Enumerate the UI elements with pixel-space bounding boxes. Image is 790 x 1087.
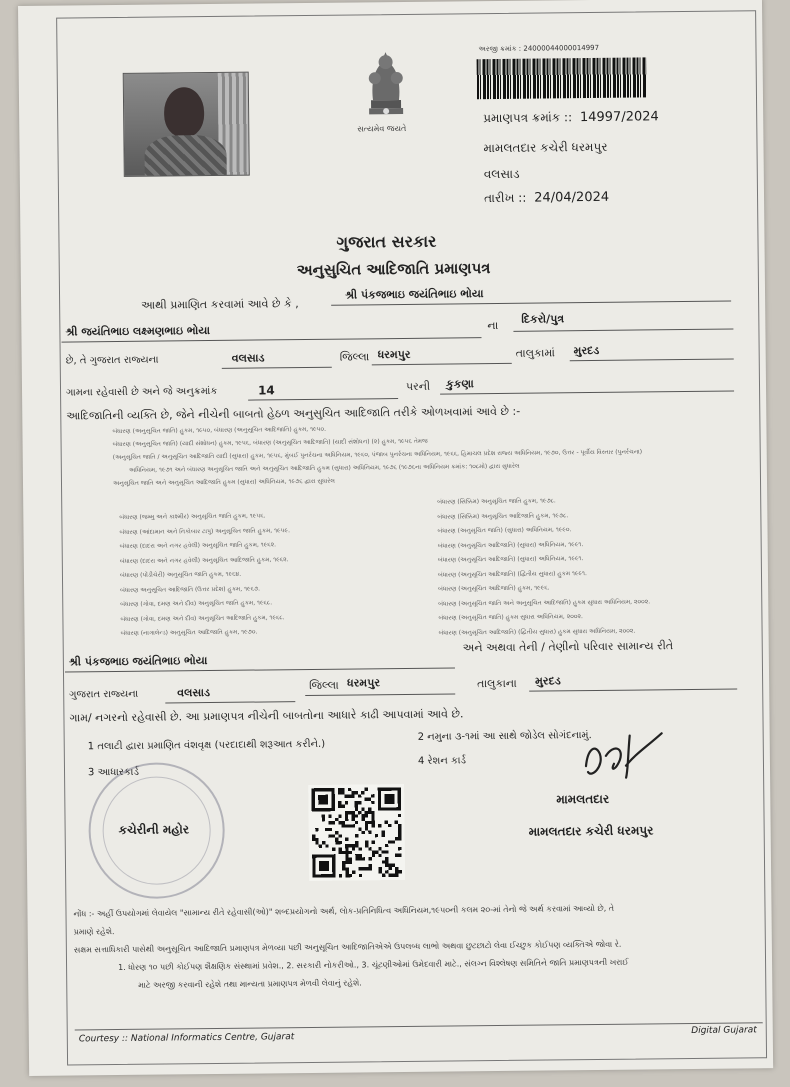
legal-item: બંધારણ (અનુસૂચિત આદિજાતિ) (સુધારા) અધિનિયમ, ૧૯૯૧. [437,540,584,550]
barcode [477,57,647,99]
legal-item: બંધારણ (દાદરા અને નગર હવેલી) અનુસૂચિત જાતિ હુકમ, ૧૯૬૨. [119,541,277,550]
basis-item-1: 1 તલાટી દ્વારા પ્રમાણિત વંશવૃક્ષ (પરદાદાથી શરૂઆત કરીને.) [87,738,326,753]
legal-item: બંધારણ (સિક્કિમ) અનુસૂચિત જાતિ હુકમ, ૧૯૭૮. [437,497,556,506]
signature-mark [566,725,687,796]
legal-item: બંધારણ (અનુસૂચિત આદિજાતિ) (સુધારા) અધિનિયમ, ૧૯૯૧. [437,555,584,564]
district-name: વલસાડ [483,166,520,182]
legal-item: બંધારણ (ગોવા, દમણ અને દીવ) અનુસૂચિત આદિજાતિ હુકમ, ૧૯૬૮. [120,613,285,623]
legal-item: બંધારણ (અનુસૂચિત જાતિ) (સુધારા) અધિનિયમ, ૧૯૯૦. [437,526,572,535]
gaam-prefix: ગામના રહેવાસી છે અને જે અનુક્રમાંક [65,385,218,399]
legal-item: બંધારણ (ગોવા, દમણ અને દીવ) અનુસૂચિત જાતિ હુકમ, ૧૯૬૮. [120,599,273,608]
legal-item: બંધારણ (અનુસૂચિત આદિજાતિ) (દ્વિતીય સુધારા) હુકમ ૧૯૯૧. [437,569,587,579]
legal-list-left [119,509,291,641]
signatory-office: મામલતદાર કચેરી ધરમપુર [528,823,654,839]
legal-item: બંધારણ (દાદરા અને નગર હવેલી) અનુસૂચિત આદિજાતિ હુકમ, ૧૯૬૨. [119,555,289,565]
office-name: મામલતદાર કચેરી ધરમપુર [483,139,608,156]
residence-jilla-label: જિલ્લા [309,678,339,692]
basis-item-4: 4 રેશન કાર્ડ [417,755,467,767]
applicant-name: શ્રી પંકજભાઇ જયંતિભાઇ ભોયા [344,287,484,302]
note-line: સક્ષમ સત્તાધિકારી પાસેથી અનુસૂચિત આદિજાતિ પ્રમાણપત્ર મેળવ્યા પછી અનુસૂચિત આદિજાતિએએ ઉપલબ્ધ લાભો અથવા છુટછાટો લેવા ઈચ્છુક કોઈપણ વ્યક્તિએ જોવા રે. [73,939,622,955]
legal-item: બંધારણ (અનુસૂચિત જાતિ) હુકમ સુધારા અધિનિયમ, ૨૦૦૨. [438,613,583,622]
legal-item: બંધારણ (નાગાલેન્ડ) અનુસૂચિત આદિજાતિ હુકમ, ૧૯૭૦. [120,628,258,637]
legal-intro-line: બંધારણ (અનુસૂચિત જાતિ) હુકમ, ૧૯૫૦, બંધારણ (અનુસૂચિત આદિજાતિ) હુકમ, ૧૯૫૦. [112,425,327,436]
na-label: ના [487,318,499,333]
residence-gaam-sentence: ગામ/ નગરનો રહેવાસી છે. આ પ્રમાણપત્ર નીચેની બાબતોના આધારે કાઢી આપવામાં આવે છે. [69,707,464,725]
certify-prefix: આથી પ્રમાણિત કરવામાં આવે છે કે , [141,297,299,312]
residence-taluka-label: તાલુકાના [477,676,517,691]
residence-state-prefix: ગુજરાત રાજ્યના [69,688,139,701]
state-district: વલસાડ [231,351,265,365]
legal-item: બંધારણ અનુસૂચિત આદિજાતિ (ઉત્તર પ્રદેશ) હુકમ, ૧૯૬૭. [120,584,261,594]
legal-item: બંધારણ (અનુસૂચિત જાતિ અને અનુસૂચિત આદિજાતિ) હુકમ સુધારા અધિનિયમ, ૨૦૦૨. [438,597,651,608]
legal-item: બંધારણ (અનુસૂચિત આદિજાતિ) હુકમ, ૧૯૯૬. [438,584,550,593]
basis-item-2: 2 નમુના ૩-૧માં આ સાથે જોડેલ સોગંદનામું. [417,730,592,743]
residence-name: શ્રી પંકજભાઇ જયંતિભાઇ ભોયા [68,654,208,669]
legal-item: બંધારણ (આંદામાન અને નિકોબાર ટાપુ) અનુસૂચિત જાતિ હુકમ, ૧૯૫૯. [119,526,291,536]
date-label: તારીખ :: [483,190,527,206]
basis-item-3: 3 આધારકાર્ડ [87,766,139,779]
note-line: 1. ધોરણ ૧૦ પછી કોઈપણ શૈક્ષણિક સંસ્થામાં પ્રવેશ., 2. સરકારી નોકરીઓ., 3. ચૂંટણીઓમાં ઉમેદવારી માટે., સંલગ્ન વિશ્લેષણ સમિતિને જાતિ પ્રમાણપત્રની ખરાઈ [118,957,629,973]
notes [73,900,628,996]
certificate-number [483,109,659,126]
taluka-label: તાલુકામાં [515,346,555,360]
note-line: પ્રમાણે રહેશે. [73,927,115,937]
certificate-page [18,0,773,1076]
jilla-value: ધરમપુર [377,347,411,362]
certificate-date [484,190,609,206]
emblem-motto: સત્યમેવ જયતે [357,123,407,134]
legal-intro-line: અધિનિયમ, ૧૯૭૧ અને બંધારણ અનુસૂચિત જાતિ અને અનુસૂચિત આદિજાતિ હુકમ (સુધારા) અધિનિયમ, ૧૯૭૬ (૧૯૭૬ના અધિનિયમ ક્રમાંક: ૧૦૮મો) દ્વારા સુધારેલ [128,462,520,474]
certificate-number-label: પ્રમાણપત્ર ક્રમાંક :: [483,110,573,126]
legal-intro [112,419,642,490]
tribe-name: કુકણા [445,377,474,391]
qr-code-icon [308,784,405,881]
page-title: ગુજરાત સરકાર [336,231,437,252]
parni-label: પરની [405,379,431,393]
footer-right: Digital Gujarat [691,1025,757,1037]
barcode-text: અરજી ક્રમાંક : 24000044000014997 [478,43,600,54]
legal-item: બંધારણ (અનુસૂચિત આદિજાતિ) (દ્વિતીય સુધારા) હુકમ સુધારા અધિનિયમ, ૨૦૦૨. [438,627,636,637]
applicant-photo [123,72,250,177]
legal-item: બંધારણ (સિક્કિમ) અનુસૂચિત આદિજાતિ હુકમ, ૧૯૭૮. [437,511,569,521]
note-line: નોંધ :- અહીં ઉપયોગમાં લેવાયેલ "સામાન્ય રીતે રહેવાસી(ઓ)" શબ્દપ્રયોગનો અર્થ, લોક-પ્રતિનિધિત્વ અધિનિયમ,૧૯૫૦ની કલમ ૨૦-માં તેનો જે અર્થ કરવામાં આવ્યો છે, તે [73,903,615,919]
national-emblem-icon [350,42,421,133]
residence-taluka-value: મુરદડ [535,674,561,688]
page-subtitle: અનુસુચિત આદિજાતિ પ્રમાણપત્ર [296,259,491,280]
certificate-number-value: 14997/2024 [579,109,659,126]
legal-intro-line: અનુસૂચિત જાતિ અને અનુસૂચિત આદિજાતિ હુકમ (સુધારા) અધિનિયમ, ૧૯૭૬ દ્વારા સુધારેલ [112,477,335,488]
jilla-label: જિલ્લા [339,350,370,364]
legal-intro-line: બંધારણ (અનુસૂચિત જાતિ) (યાદી સંશોધન) હુકમ, ૧૯૫૬, બંધારણ (અનુસૂચિત આદિજાતિ) (યાદી સંશોધન) (૨) હુકમ, ૧૯૫૬ તેમજ [112,437,428,449]
father-name: શ્રી જયંતિભાઇ લક્ષ્મણભાઇ ભોયા [65,324,211,339]
legal-list-right [437,493,650,640]
family-text: અને અથવા તેની / તેણીનો પરિવાર સામાન્ય રીતે [462,639,674,655]
note-line: માટે અરજી કરવાની રહેશે તથા માન્યતા પ્રમાણપત્ર મેળવી લેવાનું રહેશે. [138,978,362,990]
tribe-sentence: આદિજાતિની વ્યક્તિ છે, જેને નીચેની બાબતો હેઠળ અનુસુચિત આદિજાતિ તરીકે ઓળખવામાં આવે છે :- [66,404,521,423]
taluka-value: મુરદડ [573,343,600,358]
date-value: 24/04/2024 [534,189,610,206]
relation: દિકરો/પુત્ર [521,312,565,326]
residence-jilla-value: ધરમપુર [347,676,381,690]
legal-intro-line: (અનુસૂચિત જાતિ / અનુસૂચિત આદિજાતિ યાદી (સુધારા) હુકમ, ૧૯૫૬, મુંબઈ પુનર્રચના અધિનિયમ, ૧૯૬૦, પંજાબ પુનર્રચના અધિનિયમ, ૧૯૬૬, હિમાચલ પ્રદેશ રાજ્ય અધિનિયમ, ૧૯૭૦, ઉત્તર - પૂર્વીય વિસ્તાર (પુનર્રચના) [112,448,643,462]
legal-item: બંધારણ (પોંડીચેરી) અનુસૂચિત જાતિ હુકમ, ૧૯૬૪. [119,570,242,579]
residence-state-district: વલસાડ [177,686,211,700]
legal-item: બંધારણ (જમ્મુ અને કાશ્મીર) અનુસૂચિત જાતિ હુકમ, ૧૯૫૬. [119,512,266,521]
seal-text: કચેરીની મહોર [118,822,190,837]
signatory-title: મામલતદાર [556,791,610,807]
state-prefix: છે, તે ગુજરાત રાજ્યના [65,354,159,367]
serial-number: 14 [257,383,275,398]
footer-left: Courtesy :: National Informatics Centre, Gujarat [78,1032,295,1045]
